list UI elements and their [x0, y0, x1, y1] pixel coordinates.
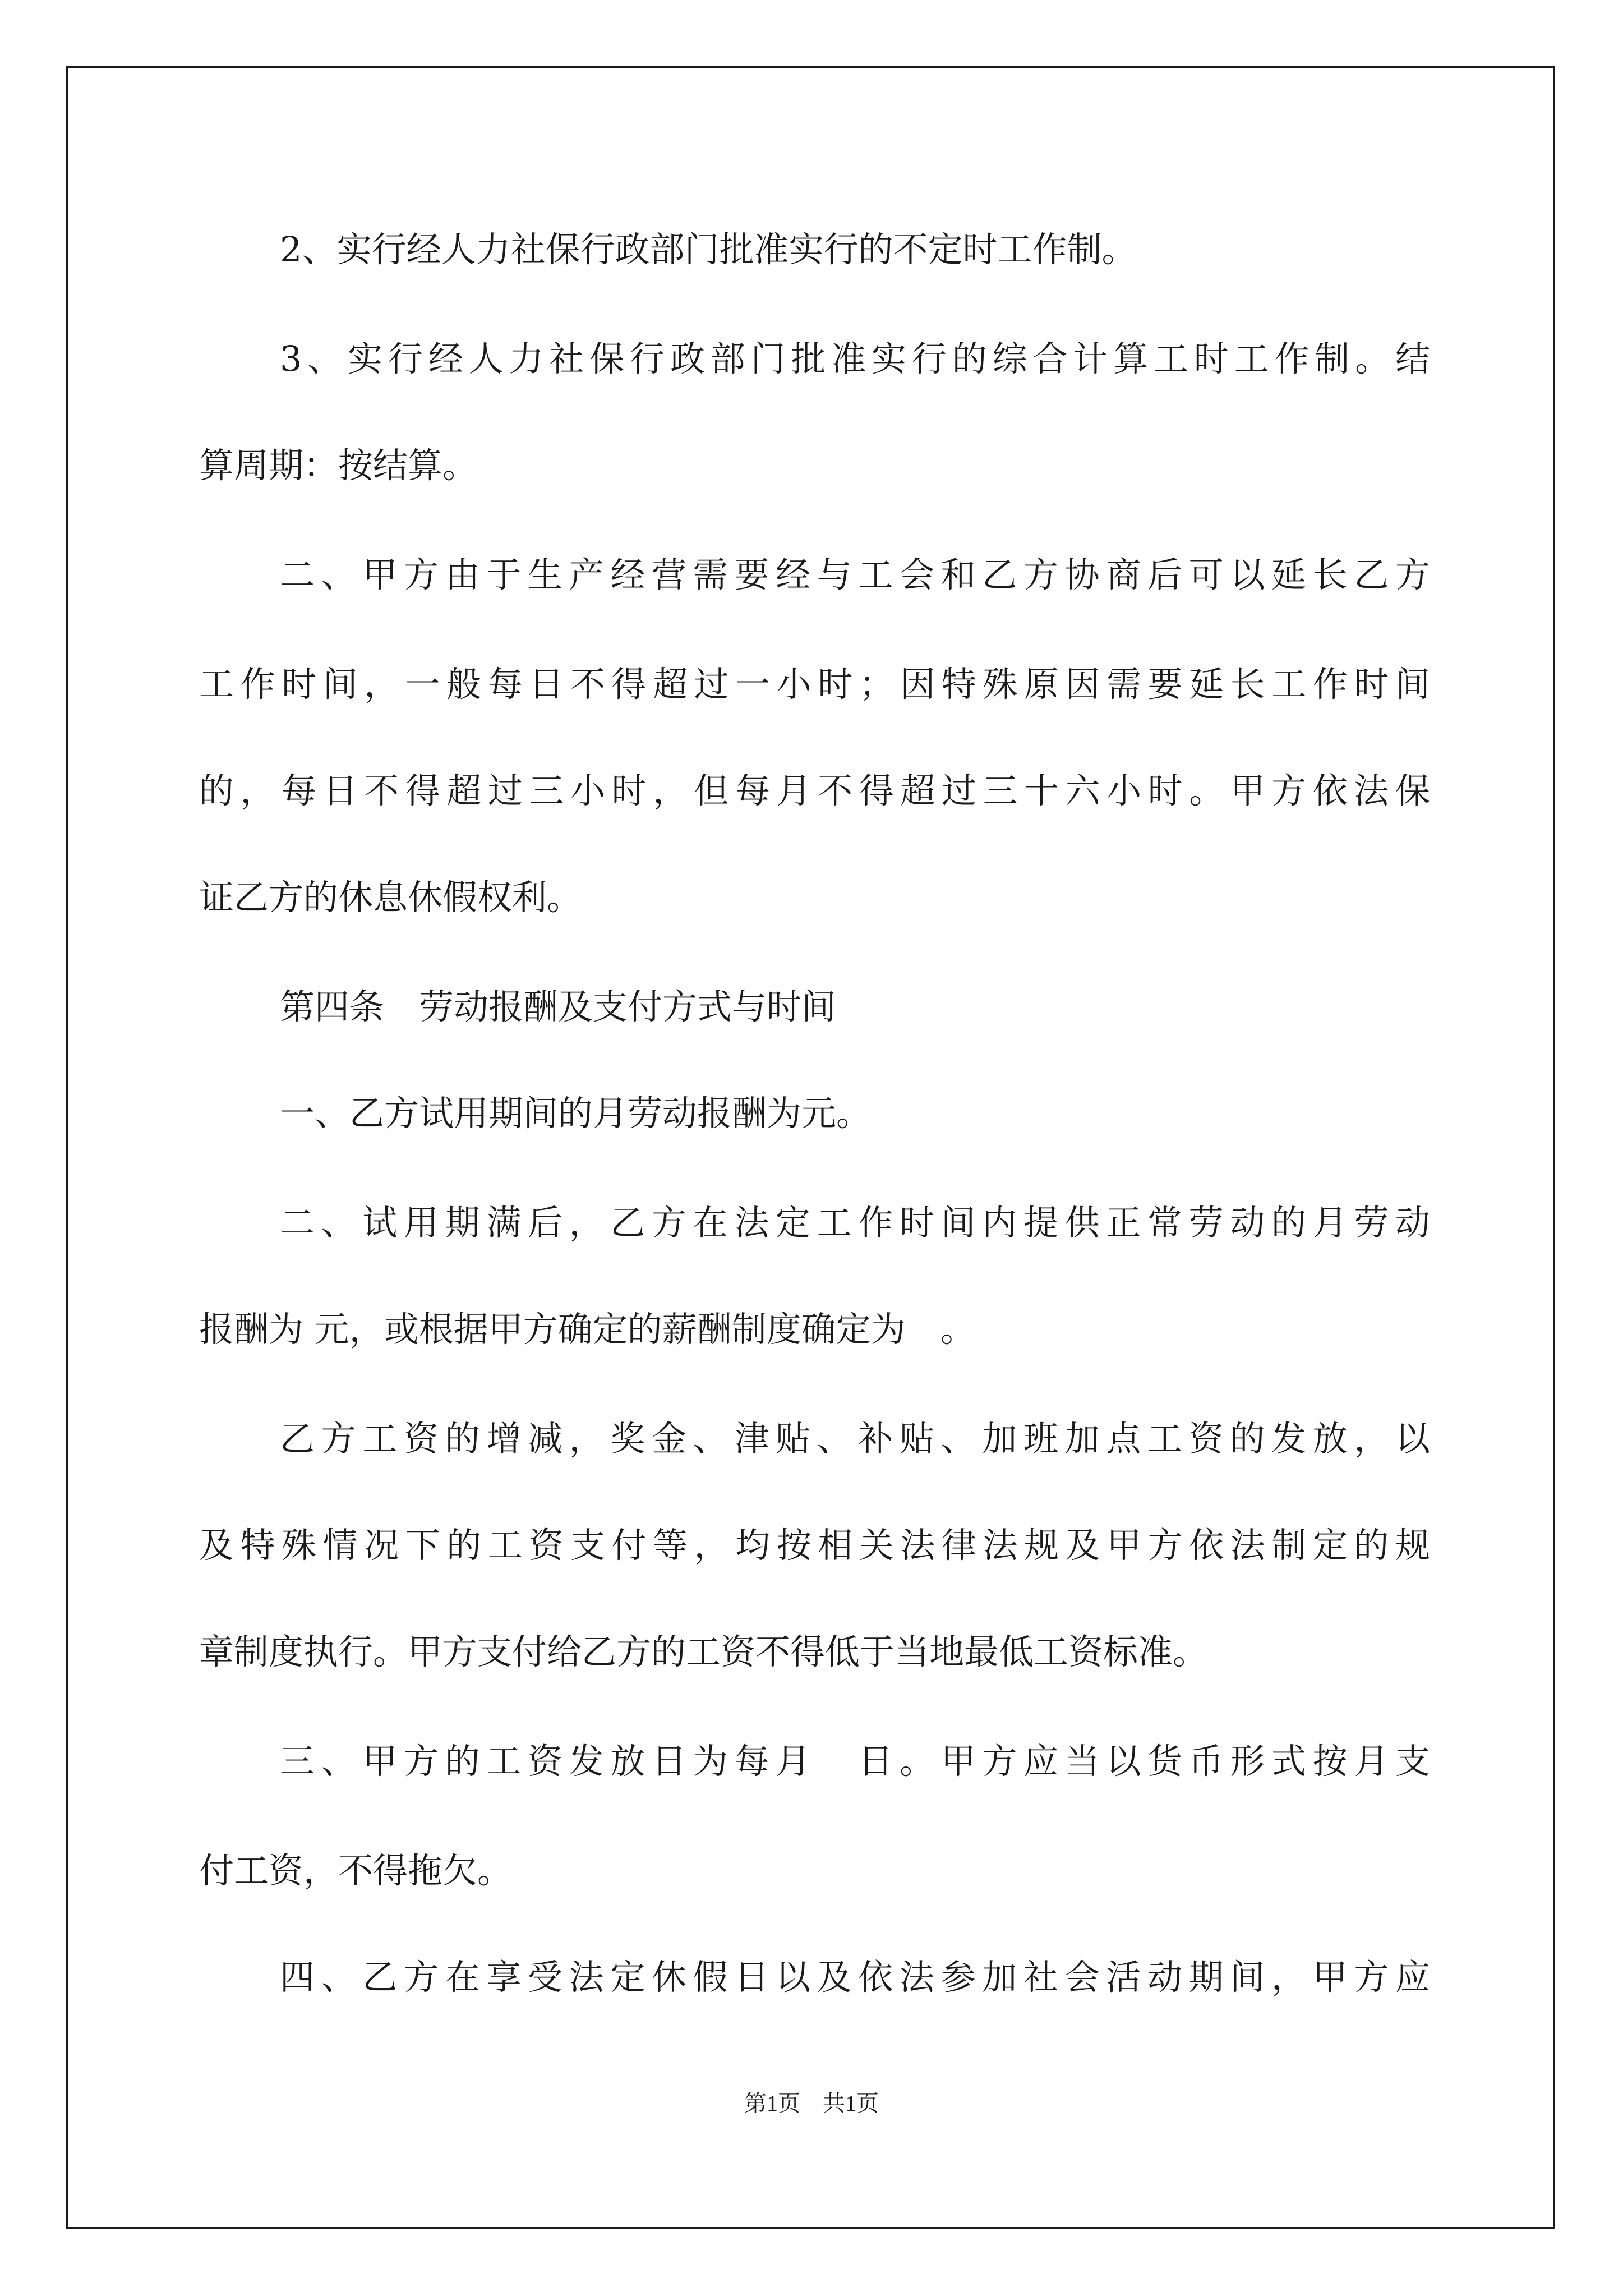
paragraph-line: 四、乙方在享受法定休假日以及依法参加社会活动期间，甲方应: [280, 1957, 1430, 1998]
paragraph-line: 3、实行经人力社保行政部门批准实行的综合计算工时工作制。结: [280, 338, 1430, 379]
paragraph-line: 的，每日不得超过三小时，但每月不得超过三十六小时。甲方依法保: [199, 770, 1430, 811]
paragraph-line: 乙方工资的增减，奖金、津贴、补贴、加班加点工资的发放，以: [280, 1418, 1430, 1459]
paragraph-line: 二、甲方由于生产经营需要经与工会和乙方协商后可以延长乙方: [280, 554, 1430, 595]
section-heading: 第四条 劳动报酬及支付方式与时间: [280, 986, 837, 1027]
page-number-footer: 第1页 共1页: [744, 2091, 879, 2116]
paragraph-line: 证乙方的休息休假权利。: [199, 877, 582, 918]
paragraph-line: 三、甲方的工资发放日为每月 日。甲方应当以货币形式按月支: [280, 1741, 1430, 1782]
paragraph-line: 二、试用期满后，乙方在法定工作时间内提供正常劳动的月劳动: [280, 1202, 1430, 1243]
paragraph-line: 章制度执行。甲方支付给乙方的工资不得低于当地最低工资标准。: [199, 1631, 1208, 1672]
paragraph-line: 工作时间，一般每日不得超过一小时；因特殊原因需要延长工作时间: [199, 664, 1430, 705]
paragraph-line: 2、实行经人力社保行政部门批准实行的不定时工作制。: [280, 229, 1137, 270]
paragraph-line: 报酬为 元，或根据甲方确定的薪酬制度确定为 。: [199, 1309, 975, 1350]
paragraph-line: 付工资，不得拖欠。: [199, 1850, 513, 1891]
paragraph-line: 及特殊情况下的工资支付等，均按相关法律法规及甲方依法制定的规: [199, 1525, 1430, 1566]
paragraph-line: 一、乙方试用期间的月劳动报酬为元。: [280, 1093, 872, 1134]
paragraph-line: 算周期：按结算。: [199, 445, 478, 486]
page-border: [66, 66, 1555, 2229]
